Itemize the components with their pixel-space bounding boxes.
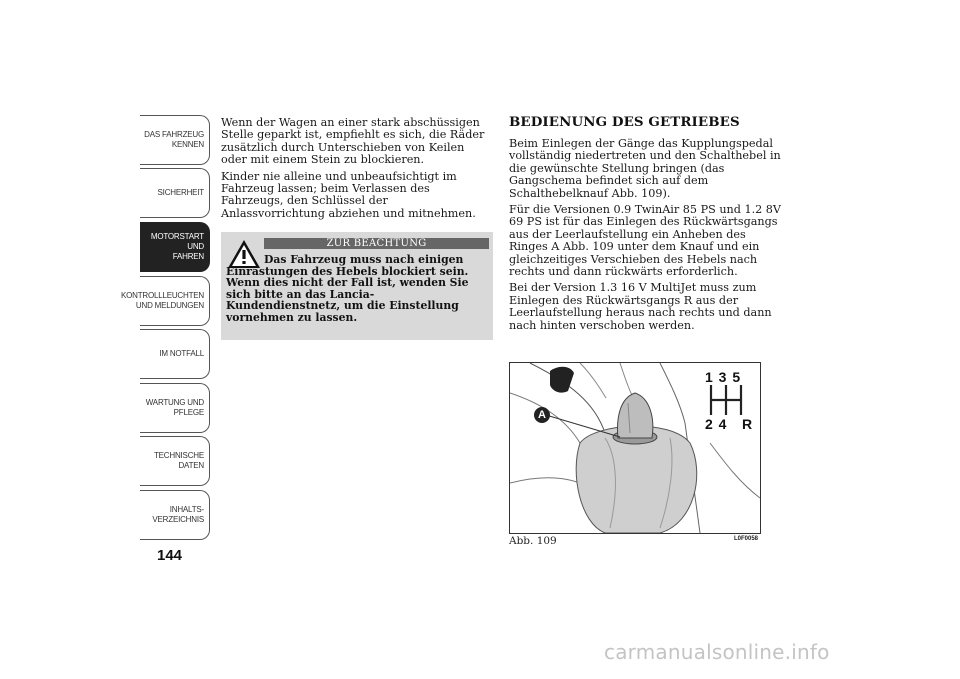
paragraph: Beim Einlegen der Gänge das Kupplungspedal vollständig niedertreten und den Schalthebel in die gewünschte Stellung bringen (das Gangschema befindet sich auf dem Schalthebelknauf Abb. 109).	[509, 137, 781, 200]
paragraph: Für die Versionen 0.9 TwinAir 85 PS und 1.2 8V 69 PS ist für das Einlegen des Rückwärtsgangs aus der Leerlaufstellung ein Anheben des Ringes A Abb. 109 unter dem Knauf und ein gleichzeitiges Verschieben des Hebels nach rechts und dann rückwärts erforderlich.	[509, 203, 781, 279]
tab-label: WARTUNG UND PFLEGE	[145, 398, 204, 417]
warning-title: ZUR BEACHTUNG	[264, 238, 489, 249]
ring-marker-label: A	[538, 409, 546, 421]
figure-code: L0F0058	[734, 536, 759, 542]
right-column	[509, 114, 784, 336]
gear-lever-illustration	[510, 363, 760, 533]
tab-label: DAS FAHRZEUG KENNEN	[144, 130, 204, 149]
tab-label: INHALTS- VERZEICHNIS	[152, 505, 204, 524]
section-heading: BEDIENUNG DES GETRIEBES	[509, 114, 740, 130]
tab-wartung-und-pflege[interactable]	[140, 383, 210, 433]
paragraph: Kinder nie alleine und unbeaufsichtigt im Fahrzeug lassen; beim Verlassen des Fahrzeugs, den Schlüssel der Anlassvorrichtung abziehen und mitnehmen.	[221, 169, 476, 220]
figure-caption: Abb. 109	[509, 535, 557, 547]
tab-label: SICHERHEIT	[157, 188, 204, 197]
watermark: carmanualsonline.info	[604, 640, 830, 664]
gear-pattern-reverse: R	[742, 416, 753, 432]
warning-text: Das Fahrzeug muss nach einigen Einrastungen des Hebels blockiert sein. Wenn dies nicht der Fall ist, wenden Sie sich bitte an das Lancia-Kundendienstnetz, um die Einstellung vornehmen zu lassen.	[226, 253, 469, 324]
warning-box	[221, 232, 493, 340]
tab-label: IM NOTFALL	[159, 349, 204, 358]
ring-marker	[534, 407, 550, 423]
tab-inhaltsverzeichnis[interactable]	[140, 490, 210, 540]
tab-label: MOTORSTART UND FAHREN	[150, 232, 204, 261]
gear-shift-figure	[509, 362, 761, 534]
tab-das-fahrzeug-kennen[interactable]	[140, 115, 210, 165]
tab-kontrollleuchten[interactable]	[120, 276, 210, 326]
tab-label: TECHNISCHE DATEN	[153, 451, 204, 470]
tab-technische-daten[interactable]	[140, 436, 210, 486]
gear-pattern-bottom: 2 4	[705, 416, 728, 432]
tab-im-notfall[interactable]	[140, 329, 210, 379]
left-column	[221, 117, 493, 224]
tab-sicherheit[interactable]	[140, 168, 210, 218]
gear-pattern-top: 1 3 5	[705, 369, 742, 385]
tab-motorstart-und-fahren[interactable]	[140, 222, 210, 272]
paragraph: Wenn der Wagen an einer stark abschüssigen Stelle geparkt ist, empfiehlt es sich, die Räder zusätzlich durch Unterschieben von Keilen oder mit einem Stein zu blockieren.	[221, 116, 485, 167]
paragraph: Bei der Version 1.3 16 V MultiJet muss zum Einlegen des Rückwärtsgangs R aus der Leerlaufstellung heraus nach rechts und dann nach hinten verschoben werden.	[509, 281, 772, 332]
page-number: 144	[157, 547, 183, 564]
tab-label: KONTROLLLEUCHTEN UND MELDUNGEN	[120, 291, 204, 310]
